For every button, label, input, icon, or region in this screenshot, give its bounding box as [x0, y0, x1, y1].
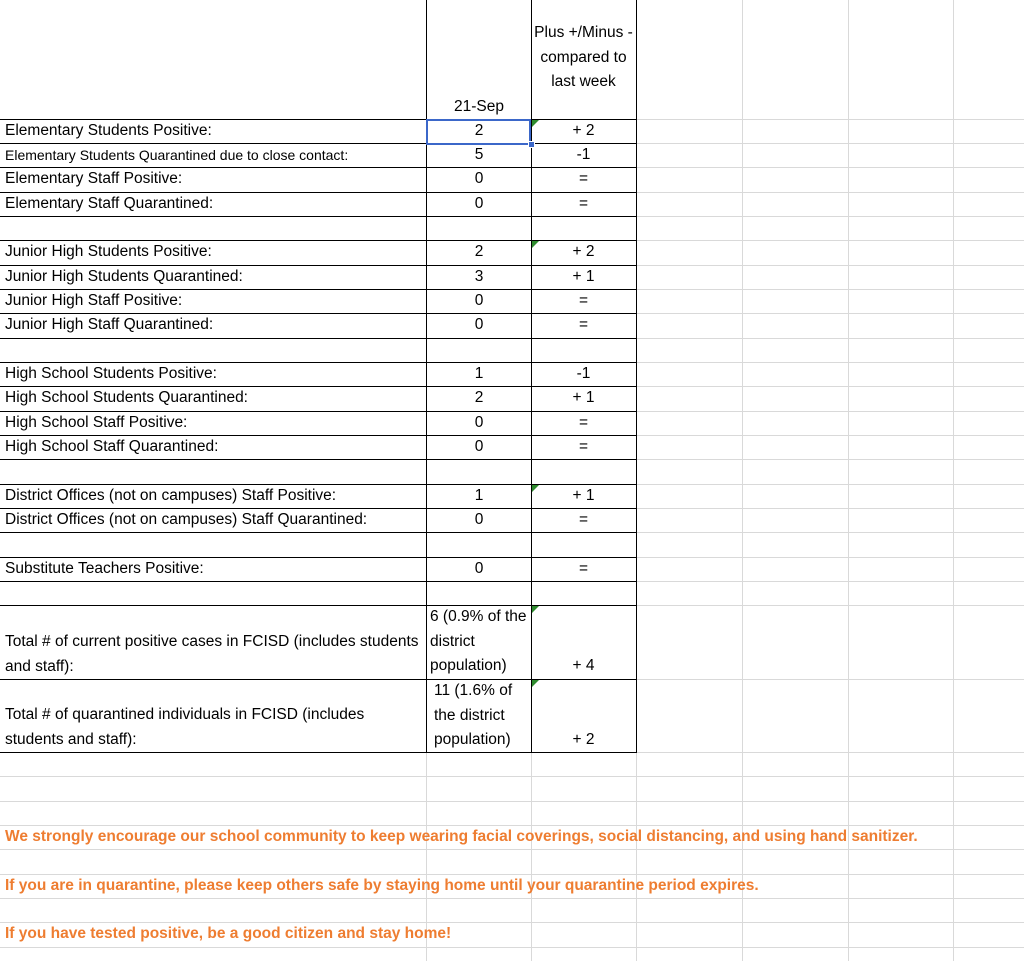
row-label[interactable]: Substitute Teachers Positive: — [5, 560, 204, 577]
row-label[interactable]: Junior High Students Quarantined: — [5, 268, 243, 285]
row-change[interactable]: = — [578, 292, 589, 309]
change-column-header[interactable]: Plus +/Minus - compared to last week — [534, 24, 633, 90]
comment-marker-icon[interactable] — [532, 241, 539, 248]
note-facial-coverings[interactable]: We strongly encourage our school community to keep wearing facial coverings, social distancing, and using hand sanitizer. — [5, 828, 918, 845]
row-value[interactable]: 0 — [474, 292, 484, 309]
row-change[interactable]: + 2 — [572, 122, 595, 139]
row-value[interactable]: 2 — [474, 243, 484, 260]
total-value[interactable]: 6 (0.9% of the district population) — [430, 608, 527, 674]
gridline — [953, 0, 954, 961]
row-value[interactable]: 0 — [474, 414, 484, 431]
cell-border — [636, 0, 637, 752]
row-change[interactable]: = — [578, 414, 589, 431]
row-change[interactable]: = — [578, 438, 589, 455]
note-quarantine[interactable]: If you are in quarantine, please keep others safe by staying home until your quarantine period expires. — [5, 877, 759, 894]
row-label[interactable]: High School Students Positive: — [5, 365, 217, 382]
gridline — [742, 0, 743, 961]
gridline — [0, 947, 1024, 948]
row-value[interactable]: 0 — [474, 195, 484, 212]
fill-handle[interactable] — [528, 141, 535, 148]
cell-border — [0, 581, 637, 582]
row-change[interactable]: = — [578, 511, 589, 528]
cell-border — [0, 532, 637, 533]
cell-border — [0, 459, 637, 460]
gridline — [0, 776, 1024, 777]
row-change[interactable]: -1 — [576, 146, 591, 163]
active-cell-selection[interactable] — [426, 119, 531, 145]
row-change[interactable]: = — [578, 560, 589, 577]
gridline — [0, 898, 1024, 899]
row-change[interactable]: = — [578, 316, 589, 333]
comment-marker-icon[interactable] — [532, 120, 539, 127]
cell-border — [0, 752, 637, 753]
date-column-header[interactable]: 21-Sep — [454, 98, 504, 115]
row-change[interactable]: + 2 — [572, 243, 595, 260]
row-value[interactable]: 1 — [474, 487, 484, 504]
row-label[interactable]: Junior High Students Positive: — [5, 243, 212, 260]
row-value[interactable]: 3 — [474, 268, 484, 285]
comment-marker-icon[interactable] — [532, 485, 539, 492]
row-change[interactable]: -1 — [576, 365, 591, 382]
gridline — [0, 849, 1024, 850]
gridline — [848, 0, 849, 961]
row-change[interactable]: + 1 — [572, 389, 595, 406]
cell-border — [0, 605, 637, 606]
row-value[interactable]: 0 — [474, 438, 484, 455]
row-label[interactable]: High School Staff Positive: — [5, 414, 188, 431]
comment-marker-icon[interactable] — [532, 606, 539, 613]
row-change[interactable]: = — [578, 195, 589, 212]
row-label[interactable]: District Offices (not on campuses) Staff Positive: — [5, 487, 337, 504]
row-change[interactable]: + 1 — [572, 487, 595, 504]
row-label[interactable]: Elementary Students Quarantined due to close contact: — [5, 147, 349, 163]
row-value[interactable]: 2 — [474, 122, 484, 139]
note-tested-positive[interactable]: If you have tested positive, be a good citizen and stay home! — [5, 925, 452, 942]
row-value[interactable]: 1 — [474, 365, 484, 382]
row-value[interactable]: 2 — [474, 389, 484, 406]
row-change[interactable]: = — [578, 170, 589, 187]
row-label[interactable]: Elementary Staff Quarantined: — [5, 195, 214, 212]
row-value[interactable]: 0 — [474, 511, 484, 528]
row-label[interactable]: Junior High Staff Quarantined: — [5, 316, 214, 333]
gridline — [0, 801, 1024, 802]
cell-border — [0, 216, 637, 217]
row-value[interactable]: 0 — [474, 170, 484, 187]
total-value[interactable]: 11 (1.6% of the district population) — [434, 682, 513, 748]
row-label[interactable]: Elementary Students Positive: — [5, 122, 212, 139]
total-change[interactable]: + 4 — [572, 657, 595, 674]
comment-marker-icon[interactable] — [532, 680, 539, 687]
cell-border — [0, 679, 637, 680]
cell-border — [0, 338, 637, 339]
total-label[interactable]: Total # of current positive cases in FCISD (includes students and staff): — [5, 633, 419, 675]
row-value[interactable]: 5 — [474, 146, 484, 163]
row-label[interactable]: High School Staff Quarantined: — [5, 438, 219, 455]
total-change[interactable]: + 2 — [572, 731, 595, 748]
row-label[interactable]: District Offices (not on campuses) Staff Quarantined: — [5, 511, 368, 528]
cell-border — [426, 0, 427, 752]
row-label[interactable]: Elementary Staff Positive: — [5, 170, 183, 187]
row-label[interactable]: High School Students Quarantined: — [5, 389, 248, 406]
row-change[interactable]: + 1 — [572, 268, 595, 285]
total-label[interactable]: Total # of quarantined individuals in FCISD (includes students and staff): — [5, 706, 365, 748]
row-label[interactable]: Junior High Staff Positive: — [5, 292, 183, 309]
row-value[interactable]: 0 — [474, 560, 484, 577]
row-value[interactable]: 0 — [474, 316, 484, 333]
